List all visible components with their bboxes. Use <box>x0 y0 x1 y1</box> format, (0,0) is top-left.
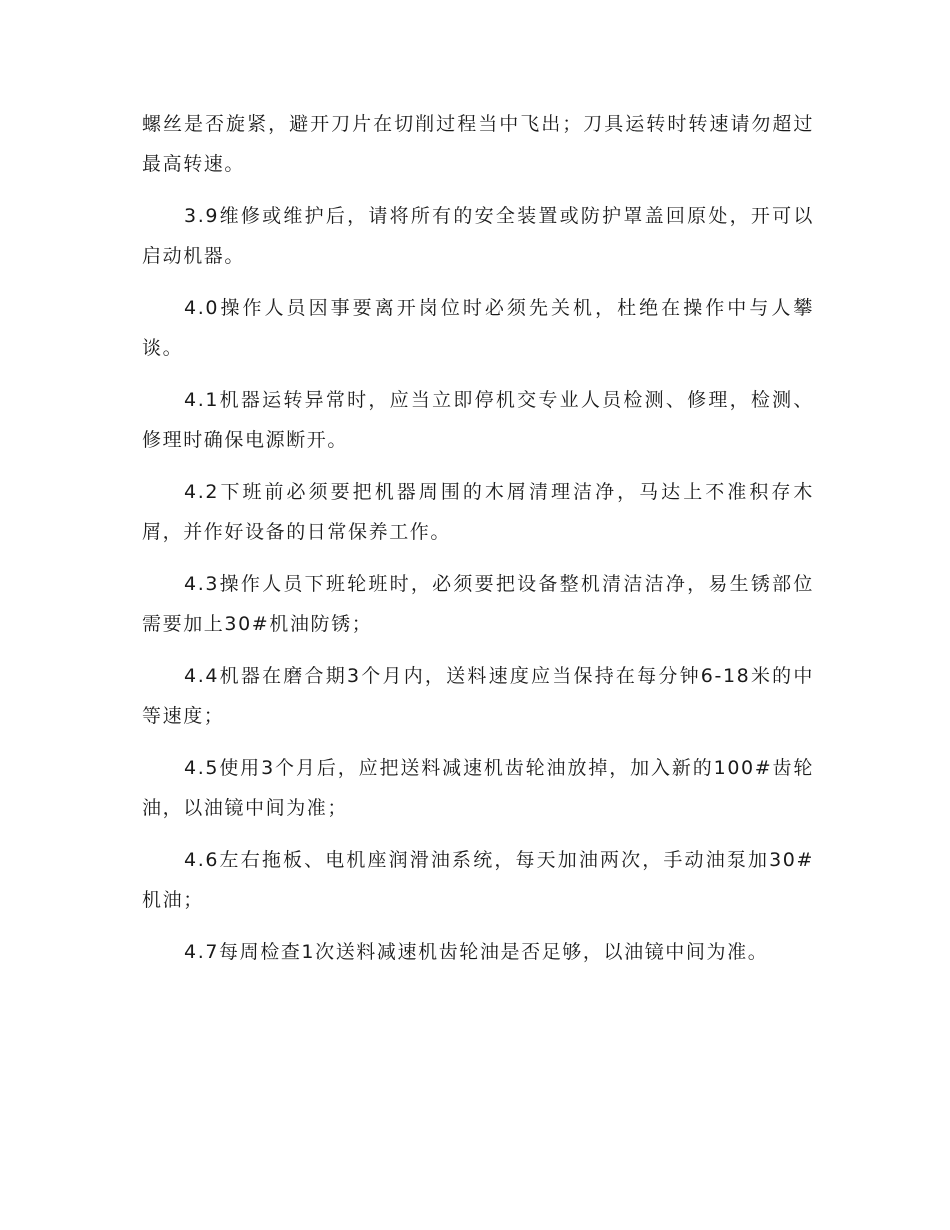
document-body <box>142 104 814 984</box>
paragraph-continuation: 螺丝是否旋紧，避开刀片在切削过程当中飞出；刀具运转时转速请勿超过最高转速。 <box>142 113 814 175</box>
paragraph-4-6: 4.6左右拖板、电机座润滑油系统，每天加油两次，手动油泵加30#机油； <box>142 849 814 911</box>
paragraph-4-1: 4.1机器运转异常时，应当立即停机交专业人员检测、修理，检测、修理时确保电源断开。 <box>142 389 814 451</box>
paragraph-4-3: 4.3操作人员下班轮班时，必须要把设备整机清洁洁净，易生锈部位需要加上30#机油防锈； <box>142 573 814 635</box>
paragraph-3-9: 3.9维修或维护后，请将所有的安全装置或防护罩盖回原处，开可以启动机器。 <box>142 205 814 267</box>
paragraph-4-4: 4.4机器在磨合期3个月内，送料速度应当保持在每分钟6-18米的中等速度； <box>142 665 814 727</box>
paragraph-4-2: 4.2下班前必须要把机器周围的木屑清理洁净，马达上不准积存木屑，并作好设备的日常保养工作。 <box>142 481 814 543</box>
paragraph-4-7: 4.7每周检查1次送料减速机齿轮油是否足够，以油镜中间为准。 <box>184 941 769 963</box>
paragraph-4-5: 4.5使用3个月后，应把送料减速机齿轮油放掉，加入新的100#齿轮油，以油镜中间为准； <box>142 757 814 819</box>
paragraph-4-0: 4.0操作人员因事要离开岗位时必须先关机，杜绝在操作中与人攀谈。 <box>142 297 814 359</box>
